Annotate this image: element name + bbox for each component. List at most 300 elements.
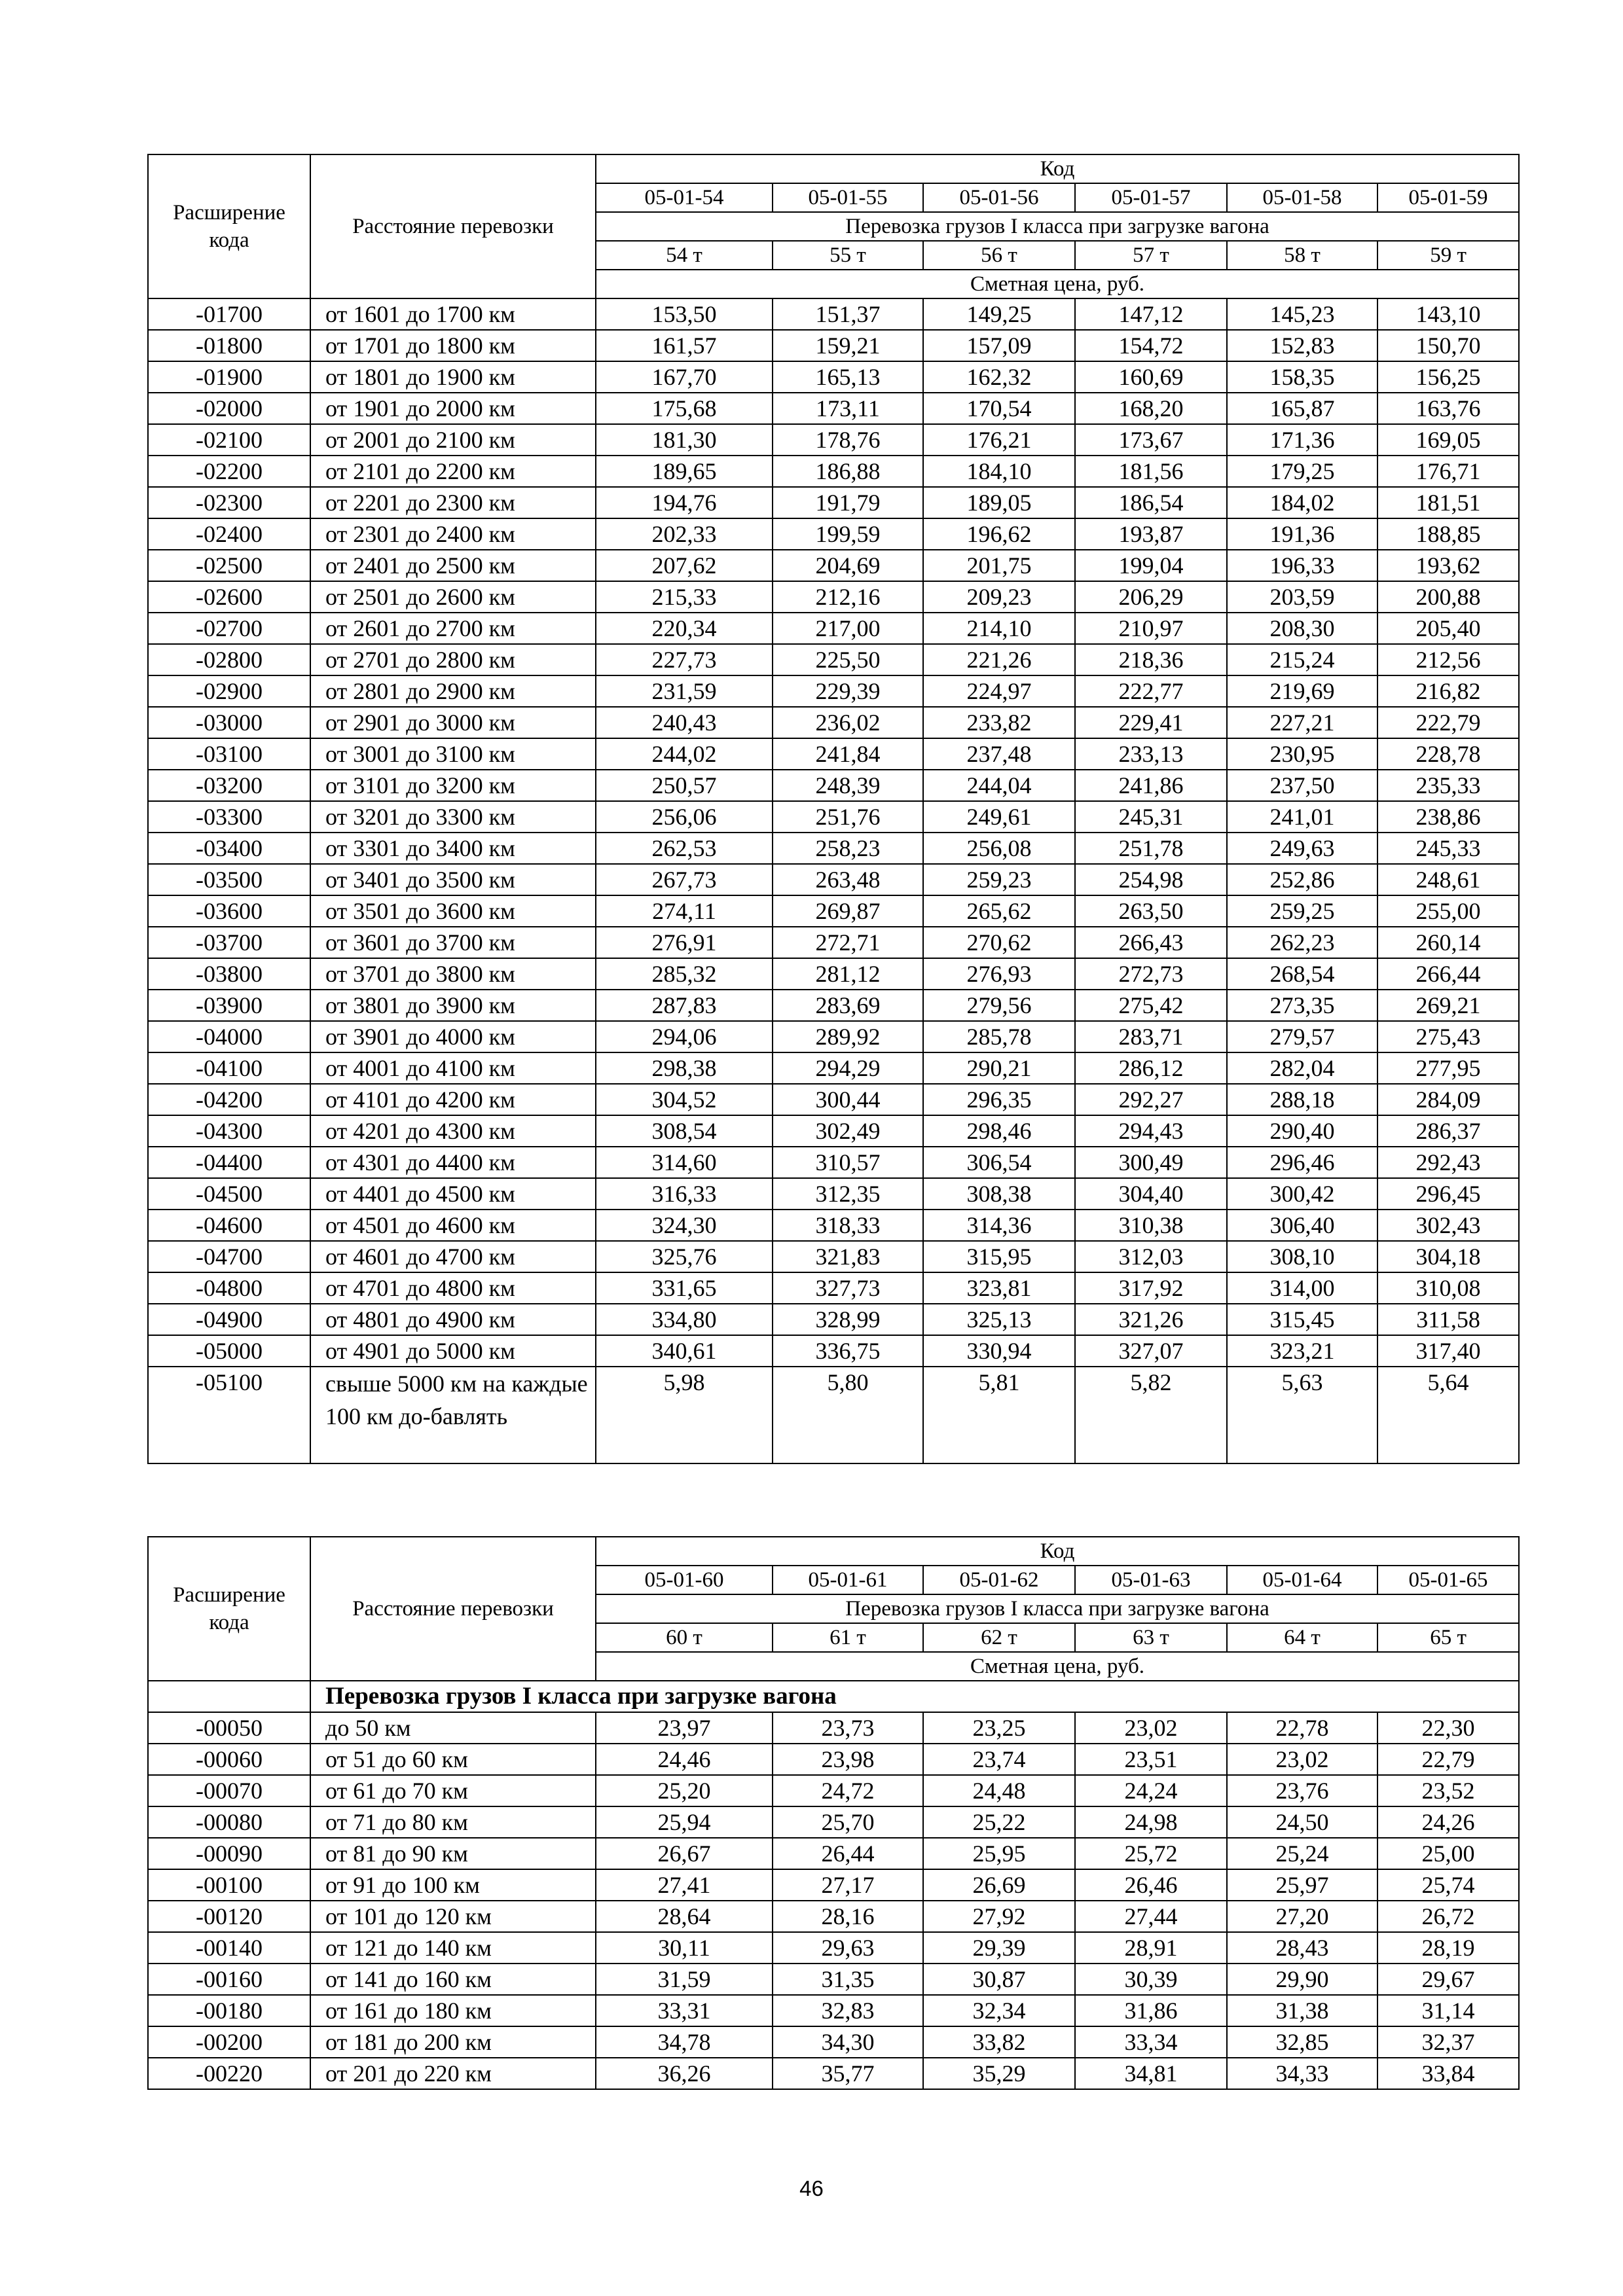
price-cell: 304,18	[1377, 1241, 1519, 1272]
load-cell: 57 т	[1075, 241, 1227, 270]
price-cell: 35,77	[773, 2058, 923, 2089]
price-cell: 25,00	[1377, 1838, 1519, 1869]
load-cell: 63 т	[1075, 1623, 1227, 1652]
distance-cell: от 3201 до 3300 км	[310, 801, 596, 833]
price-cell: 173,11	[773, 393, 923, 424]
ext-code-cell: -03800	[148, 958, 310, 990]
price-cell: 212,16	[773, 581, 923, 613]
distance-cell: от 3901 до 4000 км	[310, 1021, 596, 1052]
price-cell: 181,56	[1075, 456, 1227, 487]
distance-cell: от 121 до 140 км	[310, 1932, 596, 1964]
price-cell: 302,49	[773, 1115, 923, 1147]
price-cell: 36,26	[596, 2058, 773, 2089]
price-cell: 269,21	[1377, 990, 1519, 1021]
price-cell: 26,46	[1075, 1869, 1227, 1901]
price-cell: 26,67	[596, 1838, 773, 1869]
price-cell: 201,75	[923, 550, 1075, 581]
price-cell: 275,42	[1075, 990, 1227, 1021]
distance-cell: от 3701 до 3800 км	[310, 958, 596, 990]
price-cell: 24,50	[1227, 1806, 1377, 1838]
price-cell: 222,79	[1377, 707, 1519, 738]
ext-code-cell: -01900	[148, 361, 310, 393]
price-cell: 327,07	[1075, 1335, 1227, 1367]
table-row	[148, 1115, 1519, 1147]
price-cell: 30,11	[596, 1932, 773, 1964]
table-row	[148, 1210, 1519, 1241]
distance-cell: от 2401 до 2500 км	[310, 550, 596, 581]
ext-code-header: Расширение кода	[148, 1537, 310, 1681]
price-cell: 272,73	[1075, 958, 1227, 990]
distance-cell: от 1901 до 2000 км	[310, 393, 596, 424]
price-cell: 215,33	[596, 581, 773, 613]
table-row	[148, 1147, 1519, 1178]
price-cell: 251,78	[1075, 833, 1227, 864]
table-row	[148, 833, 1519, 864]
distance-cell: от 71 до 80 км	[310, 1806, 596, 1838]
code-cell: 05-01-57	[1075, 183, 1227, 212]
price-cell: 204,69	[773, 550, 923, 581]
price-cell: 27,20	[1227, 1901, 1377, 1932]
price-cell: 249,63	[1227, 833, 1377, 864]
ext-code-cell: -02600	[148, 581, 310, 613]
ext-code-cell: -00080	[148, 1806, 310, 1838]
price-cell: 258,23	[773, 833, 923, 864]
ext-code-cell: -05100	[148, 1367, 310, 1463]
price-cell: 238,86	[1377, 801, 1519, 833]
price-cell: 296,45	[1377, 1178, 1519, 1210]
table-row	[148, 675, 1519, 707]
price-cell: 215,24	[1227, 644, 1377, 675]
price-cell: 34,30	[773, 2026, 923, 2058]
ext-code-cell: -02900	[148, 675, 310, 707]
price-cell: 34,78	[596, 2026, 773, 2058]
table-row	[148, 707, 1519, 738]
price-cell: 281,12	[773, 958, 923, 990]
price-cell: 262,53	[596, 833, 773, 864]
price-cell: 162,32	[923, 361, 1075, 393]
distance-cell: от 81 до 90 км	[310, 1838, 596, 1869]
price-cell: 321,83	[773, 1241, 923, 1272]
price-cell: 252,86	[1227, 864, 1377, 895]
ext-code-cell: -03900	[148, 990, 310, 1021]
price-cell: 221,26	[923, 644, 1075, 675]
price-cell: 331,65	[596, 1272, 773, 1304]
distance-cell: от 3301 до 3400 км	[310, 833, 596, 864]
price-cell: 23,74	[923, 1744, 1075, 1775]
price-cell: 263,50	[1075, 895, 1227, 927]
distance-cell: от 61 до 70 км	[310, 1775, 596, 1806]
price-cell: 189,05	[923, 487, 1075, 518]
ext-code-cell: -00060	[148, 1744, 310, 1775]
price-cell: 27,92	[923, 1901, 1075, 1932]
table-row	[148, 1335, 1519, 1367]
price-cell: 228,78	[1377, 738, 1519, 770]
ext-code-cell: -03600	[148, 895, 310, 927]
price-cell: 23,98	[773, 1744, 923, 1775]
description-header: Перевозка грузов I класса при загрузке вагона	[596, 212, 1519, 241]
distance-cell: от 2301 до 2400 км	[310, 518, 596, 550]
price-cell: 167,70	[596, 361, 773, 393]
price-cell: 244,02	[596, 738, 773, 770]
price-cell: 206,29	[1075, 581, 1227, 613]
code-cell: 05-01-56	[923, 183, 1075, 212]
price-cell: 29,39	[923, 1932, 1075, 1964]
price-label-header: Сметная цена, руб.	[596, 270, 1519, 298]
price-cell: 29,63	[773, 1932, 923, 1964]
distance-cell: от 3601 до 3700 км	[310, 927, 596, 958]
distance-cell: от 1801 до 1900 км	[310, 361, 596, 393]
price-cell: 152,83	[1227, 330, 1377, 361]
price-cell: 145,23	[1227, 298, 1377, 330]
price-cell: 279,56	[923, 990, 1075, 1021]
price-cell: 236,02	[773, 707, 923, 738]
price-cell: 312,35	[773, 1178, 923, 1210]
ext-code-cell: -02400	[148, 518, 310, 550]
price-cell: 310,57	[773, 1147, 923, 1178]
table-row	[148, 990, 1519, 1021]
price-cell: 178,76	[773, 424, 923, 456]
ext-code-cell: -04500	[148, 1178, 310, 1210]
price-cell: 292,27	[1075, 1084, 1227, 1115]
ext-code-cell: -04700	[148, 1241, 310, 1272]
price-cell: 327,73	[773, 1272, 923, 1304]
price-cell: 23,97	[596, 1712, 773, 1744]
price-cell: 157,09	[923, 330, 1075, 361]
ext-code-cell: -03500	[148, 864, 310, 895]
price-cell: 262,23	[1227, 927, 1377, 958]
price-cell: 263,48	[773, 864, 923, 895]
price-cell: 165,87	[1227, 393, 1377, 424]
price-cell: 181,51	[1377, 487, 1519, 518]
price-cell: 311,58	[1377, 1304, 1519, 1335]
price-cell: 244,04	[923, 770, 1075, 801]
price-cell: 5,81	[923, 1367, 1075, 1463]
price-cell: 235,33	[1377, 770, 1519, 801]
price-cell: 224,97	[923, 675, 1075, 707]
price-cell: 27,41	[596, 1869, 773, 1901]
price-cell: 32,85	[1227, 2026, 1377, 2058]
price-cell: 28,64	[596, 1901, 773, 1932]
price-cell: 227,73	[596, 644, 773, 675]
price-cell: 294,06	[596, 1021, 773, 1052]
price-cell: 170,54	[923, 393, 1075, 424]
ext-code-cell: -03200	[148, 770, 310, 801]
price-cell: 279,57	[1227, 1021, 1377, 1052]
price-cell: 317,92	[1075, 1272, 1227, 1304]
table-row	[148, 518, 1519, 550]
price-cell: 283,69	[773, 990, 923, 1021]
distance-cell: от 51 до 60 км	[310, 1744, 596, 1775]
price-cell: 218,36	[1075, 644, 1227, 675]
price-cell: 29,90	[1227, 1964, 1377, 1995]
price-cell: 25,20	[596, 1775, 773, 1806]
price-cell: 241,86	[1075, 770, 1227, 801]
distance-cell: от 2601 до 2700 км	[310, 613, 596, 644]
price-cell: 5,80	[773, 1367, 923, 1463]
price-cell: 33,84	[1377, 2058, 1519, 2089]
price-cell: 300,44	[773, 1084, 923, 1115]
price-cell: 33,82	[923, 2026, 1075, 2058]
price-cell: 306,54	[923, 1147, 1075, 1178]
ext-code-cell: -00070	[148, 1775, 310, 1806]
ext-code-cell: -01700	[148, 298, 310, 330]
price-cell: 304,52	[596, 1084, 773, 1115]
price-cell: 179,25	[1227, 456, 1377, 487]
price-cell: 175,68	[596, 393, 773, 424]
distance-cell: от 2701 до 2800 км	[310, 644, 596, 675]
ext-code-cell: -04600	[148, 1210, 310, 1241]
price-cell: 160,69	[1075, 361, 1227, 393]
price-cell: 300,42	[1227, 1178, 1377, 1210]
price-cell: 143,10	[1377, 298, 1519, 330]
price-cell: 23,76	[1227, 1775, 1377, 1806]
price-cell: 314,00	[1227, 1272, 1377, 1304]
distance-cell: от 201 до 220 км	[310, 2058, 596, 2089]
price-cell: 237,48	[923, 738, 1075, 770]
price-cell: 269,87	[773, 895, 923, 927]
table-row	[148, 298, 1519, 330]
page-number: 46	[799, 2176, 824, 2200]
price-cell: 23,02	[1227, 1744, 1377, 1775]
price-cell: 28,16	[773, 1901, 923, 1932]
distance-cell: от 2501 до 2600 км	[310, 581, 596, 613]
distance-cell: от 4101 до 4200 км	[310, 1084, 596, 1115]
price-cell: 276,93	[923, 958, 1075, 990]
price-cell: 241,84	[773, 738, 923, 770]
price-cell: 173,67	[1075, 424, 1227, 456]
price-cell: 165,13	[773, 361, 923, 393]
price-cell: 31,38	[1227, 1995, 1377, 2026]
price-cell: 5,64	[1377, 1367, 1519, 1463]
price-cell: 325,76	[596, 1241, 773, 1272]
price-cell: 24,98	[1075, 1806, 1227, 1838]
code-cell: 05-01-54	[596, 183, 773, 212]
price-cell: 176,71	[1377, 456, 1519, 487]
table-row	[148, 1367, 1519, 1463]
distance-cell: от 2801 до 2900 км	[310, 675, 596, 707]
price-cell: 24,24	[1075, 1775, 1227, 1806]
price-cell: 315,45	[1227, 1304, 1377, 1335]
table-row	[148, 2058, 1519, 2089]
table-row	[148, 456, 1519, 487]
price-cell: 308,10	[1227, 1241, 1377, 1272]
table-row	[148, 1084, 1519, 1115]
price-cell: 248,39	[773, 770, 923, 801]
price-cell: 25,72	[1075, 1838, 1227, 1869]
price-cell: 199,59	[773, 518, 923, 550]
price-cell: 266,43	[1075, 927, 1227, 958]
price-cell: 26,44	[773, 1838, 923, 1869]
load-cell: 62 т	[923, 1623, 1075, 1652]
price-cell: 245,31	[1075, 801, 1227, 833]
ext-code-cell: -00220	[148, 2058, 310, 2089]
price-cell: 202,33	[596, 518, 773, 550]
code-cell: 05-01-62	[923, 1566, 1075, 1594]
code-cell: 05-01-58	[1227, 183, 1377, 212]
table-row	[148, 770, 1519, 801]
price-cell: 318,33	[773, 1210, 923, 1241]
price-cell: 325,13	[923, 1304, 1075, 1335]
price-cell: 24,48	[923, 1775, 1075, 1806]
distance-cell: свыше 5000 км на каждые 100 км до-бавлять	[310, 1367, 596, 1463]
price-cell: 317,40	[1377, 1335, 1519, 1367]
price-cell: 248,61	[1377, 864, 1519, 895]
distance-cell: от 161 до 180 км	[310, 1995, 596, 2026]
ext-code-cell: -03100	[148, 738, 310, 770]
table-row	[148, 1775, 1519, 1806]
price-cell: 216,82	[1377, 675, 1519, 707]
load-cell: 55 т	[773, 241, 923, 270]
distance-cell: от 1601 до 1700 км	[310, 298, 596, 330]
price-cell: 22,30	[1377, 1712, 1519, 1744]
price-cell: 285,32	[596, 958, 773, 990]
price-cell: 29,67	[1377, 1964, 1519, 1995]
price-cell: 267,73	[596, 864, 773, 895]
table-row	[148, 1712, 1519, 1744]
distance-cell: от 4601 до 4700 км	[310, 1241, 596, 1272]
price-cell: 290,21	[923, 1052, 1075, 1084]
ext-code-cell: -02000	[148, 393, 310, 424]
price-cell: 275,43	[1377, 1021, 1519, 1052]
price-cell: 32,34	[923, 1995, 1075, 2026]
table-row	[148, 1052, 1519, 1084]
price-cell: 189,65	[596, 456, 773, 487]
price-cell: 26,72	[1377, 1901, 1519, 1932]
price-cell: 259,23	[923, 864, 1075, 895]
code-cell: 05-01-61	[773, 1566, 923, 1594]
price-cell: 31,86	[1075, 1995, 1227, 2026]
section-empty-cell	[148, 1681, 310, 1712]
price-cell: 30,39	[1075, 1964, 1227, 1995]
table-row	[148, 581, 1519, 613]
ext-code-cell: -02300	[148, 487, 310, 518]
distance-cell: от 4501 до 4600 км	[310, 1210, 596, 1241]
price-cell: 308,54	[596, 1115, 773, 1147]
price-cell: 241,01	[1227, 801, 1377, 833]
price-cell: 184,10	[923, 456, 1075, 487]
price-cell: 233,82	[923, 707, 1075, 738]
price-cell: 274,11	[596, 895, 773, 927]
price-cell: 24,26	[1377, 1806, 1519, 1838]
ext-code-cell: -00180	[148, 1995, 310, 2026]
price-cell: 324,30	[596, 1210, 773, 1241]
price-cell: 196,62	[923, 518, 1075, 550]
price-cell: 28,91	[1075, 1932, 1227, 1964]
price-cell: 276,91	[596, 927, 773, 958]
price-cell: 306,40	[1227, 1210, 1377, 1241]
price-cell: 193,87	[1075, 518, 1227, 550]
ext-code-cell: -02200	[148, 456, 310, 487]
code-header: Код	[596, 154, 1519, 183]
code-cell: 05-01-60	[596, 1566, 773, 1594]
ext-code-cell: -05000	[148, 1335, 310, 1367]
ext-code-cell: -00100	[148, 1869, 310, 1901]
code-cell: 05-01-65	[1377, 1566, 1519, 1594]
price-cell: 229,41	[1075, 707, 1227, 738]
price-cell: 5,82	[1075, 1367, 1227, 1463]
ext-code-cell: -02500	[148, 550, 310, 581]
ext-code-cell: -00050	[148, 1712, 310, 1744]
price-cell: 199,04	[1075, 550, 1227, 581]
price-cell: 227,21	[1227, 707, 1377, 738]
price-cell: 156,25	[1377, 361, 1519, 393]
price-cell: 294,29	[773, 1052, 923, 1084]
price-cell: 237,50	[1227, 770, 1377, 801]
price-cell: 26,69	[923, 1869, 1075, 1901]
price-cell: 328,99	[773, 1304, 923, 1335]
price-cell: 203,59	[1227, 581, 1377, 613]
price-cell: 298,38	[596, 1052, 773, 1084]
price-cell: 290,40	[1227, 1115, 1377, 1147]
distance-cell: от 3801 до 3900 км	[310, 990, 596, 1021]
price-cell: 163,76	[1377, 393, 1519, 424]
price-cell: 181,30	[596, 424, 773, 456]
price-cell: 25,70	[773, 1806, 923, 1838]
price-cell: 25,94	[596, 1806, 773, 1838]
distance-cell: от 3501 до 3600 км	[310, 895, 596, 927]
load-cell: 56 т	[923, 241, 1075, 270]
table-row	[148, 550, 1519, 581]
price-cell: 240,43	[596, 707, 773, 738]
price-cell: 25,95	[923, 1838, 1075, 1869]
ext-code-cell: -00200	[148, 2026, 310, 2058]
code-cell: 05-01-55	[773, 183, 923, 212]
price-cell: 31,14	[1377, 1995, 1519, 2026]
price-cell: 28,43	[1227, 1932, 1377, 1964]
price-cell: 302,43	[1377, 1210, 1519, 1241]
price-cell: 34,81	[1075, 2058, 1227, 2089]
price-cell: 288,18	[1227, 1084, 1377, 1115]
ext-code-cell: -04300	[148, 1115, 310, 1147]
distance-cell: от 2201 до 2300 км	[310, 487, 596, 518]
distance-cell: от 2001 до 2100 км	[310, 424, 596, 456]
distance-cell: от 1701 до 1800 км	[310, 330, 596, 361]
ext-code-cell: -03300	[148, 801, 310, 833]
price-cell: 308,38	[923, 1178, 1075, 1210]
price-cell: 314,36	[923, 1210, 1075, 1241]
price-cell: 256,06	[596, 801, 773, 833]
table-row	[148, 361, 1519, 393]
table-row	[148, 613, 1519, 644]
price-cell: 22,78	[1227, 1712, 1377, 1744]
price-cell: 321,26	[1075, 1304, 1227, 1335]
price-cell: 286,12	[1075, 1052, 1227, 1084]
price-cell: 31,35	[773, 1964, 923, 1995]
ext-code-cell: -04200	[148, 1084, 310, 1115]
price-cell: 323,81	[923, 1272, 1075, 1304]
ext-code-header: Расширение кода	[148, 154, 310, 298]
code-cell: 05-01-63	[1075, 1566, 1227, 1594]
price-cell: 161,57	[596, 330, 773, 361]
price-cell: 207,62	[596, 550, 773, 581]
ext-code-cell: -04100	[148, 1052, 310, 1084]
load-cell: 60 т	[596, 1623, 773, 1652]
table-row	[148, 1932, 1519, 1964]
price-cell: 256,08	[923, 833, 1075, 864]
table-row	[148, 1272, 1519, 1304]
distance-cell: от 4901 до 5000 км	[310, 1335, 596, 1367]
price-cell: 154,72	[1075, 330, 1227, 361]
price-cell: 23,73	[773, 1712, 923, 1744]
distance-cell: от 3101 до 3200 км	[310, 770, 596, 801]
price-cell: 200,88	[1377, 581, 1519, 613]
price-cell: 186,88	[773, 456, 923, 487]
price-cell: 25,22	[923, 1806, 1075, 1838]
price-cell: 210,97	[1075, 613, 1227, 644]
code-cell: 05-01-59	[1377, 183, 1519, 212]
table-row	[148, 644, 1519, 675]
section-title: Перевозка грузов I класса при загрузке вагона	[310, 1681, 1519, 1712]
